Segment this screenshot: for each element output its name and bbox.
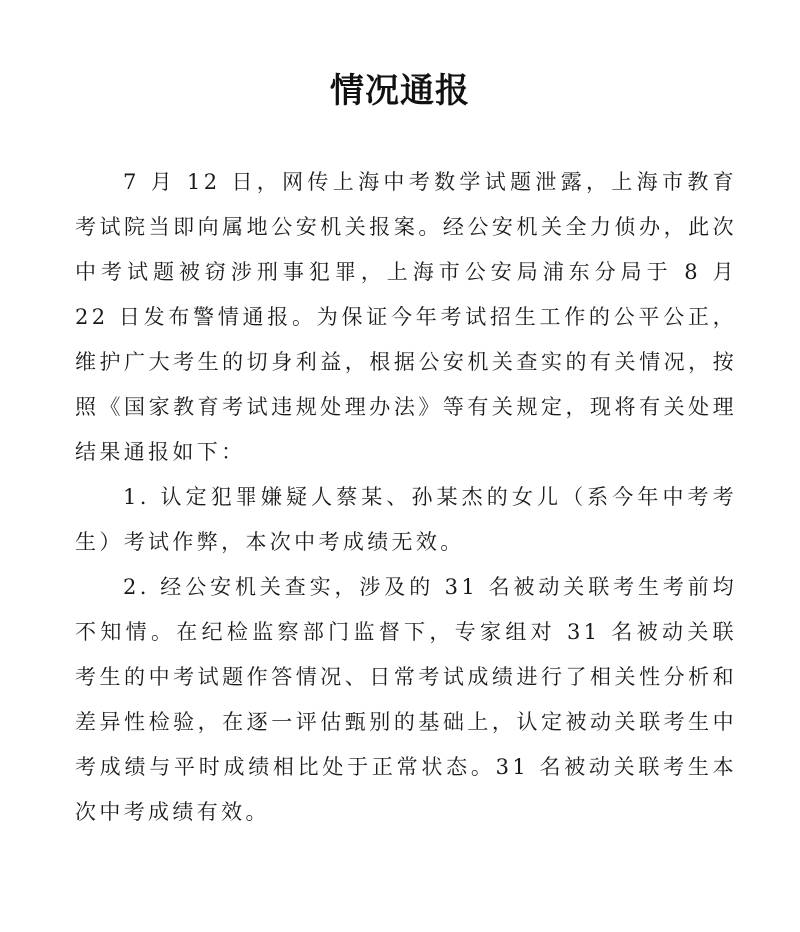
document-title: 情况通报 <box>330 71 470 111</box>
paragraph-intro: 7 月 12 日，网传上海中考数学试题泄露，上海市教育考试院当即向属地公安机关报案。经公安机关全力侦办，此次中考试题被窃涉刑事犯罪，上海市公安局浦东分局于 8 月 22 日发布警情通报。为保证今年考试招生工作的公平公正，维护广大考生的切身利益，根据公安机关查实的有关情况，按照《国家教育考试违规处理办法》等有关规定，现将有关处理结果通报如下： <box>75 170 737 464</box>
paragraph-item-2: 2. 经公安机关查实，涉及的 31 名被动关联考生考前均不知情。在纪检监察部门监督下，专家组对 31 名被动关联考生的中考试题作答情况、日常考试成绩进行了相关性分析和差异性检验，在逐一评估甄别的基础上，认定被动关联考生中考成绩与平时成绩相比处于正常状态。31 名被动关联考生本次中考成绩有效。 <box>75 575 737 824</box>
document-body <box>75 160 737 835</box>
paragraph-item-1: 1. 认定犯罪嫌疑人蔡某、孙某杰的女儿（系今年中考考生）考试作弊，本次中考成绩无效。 <box>75 485 737 554</box>
